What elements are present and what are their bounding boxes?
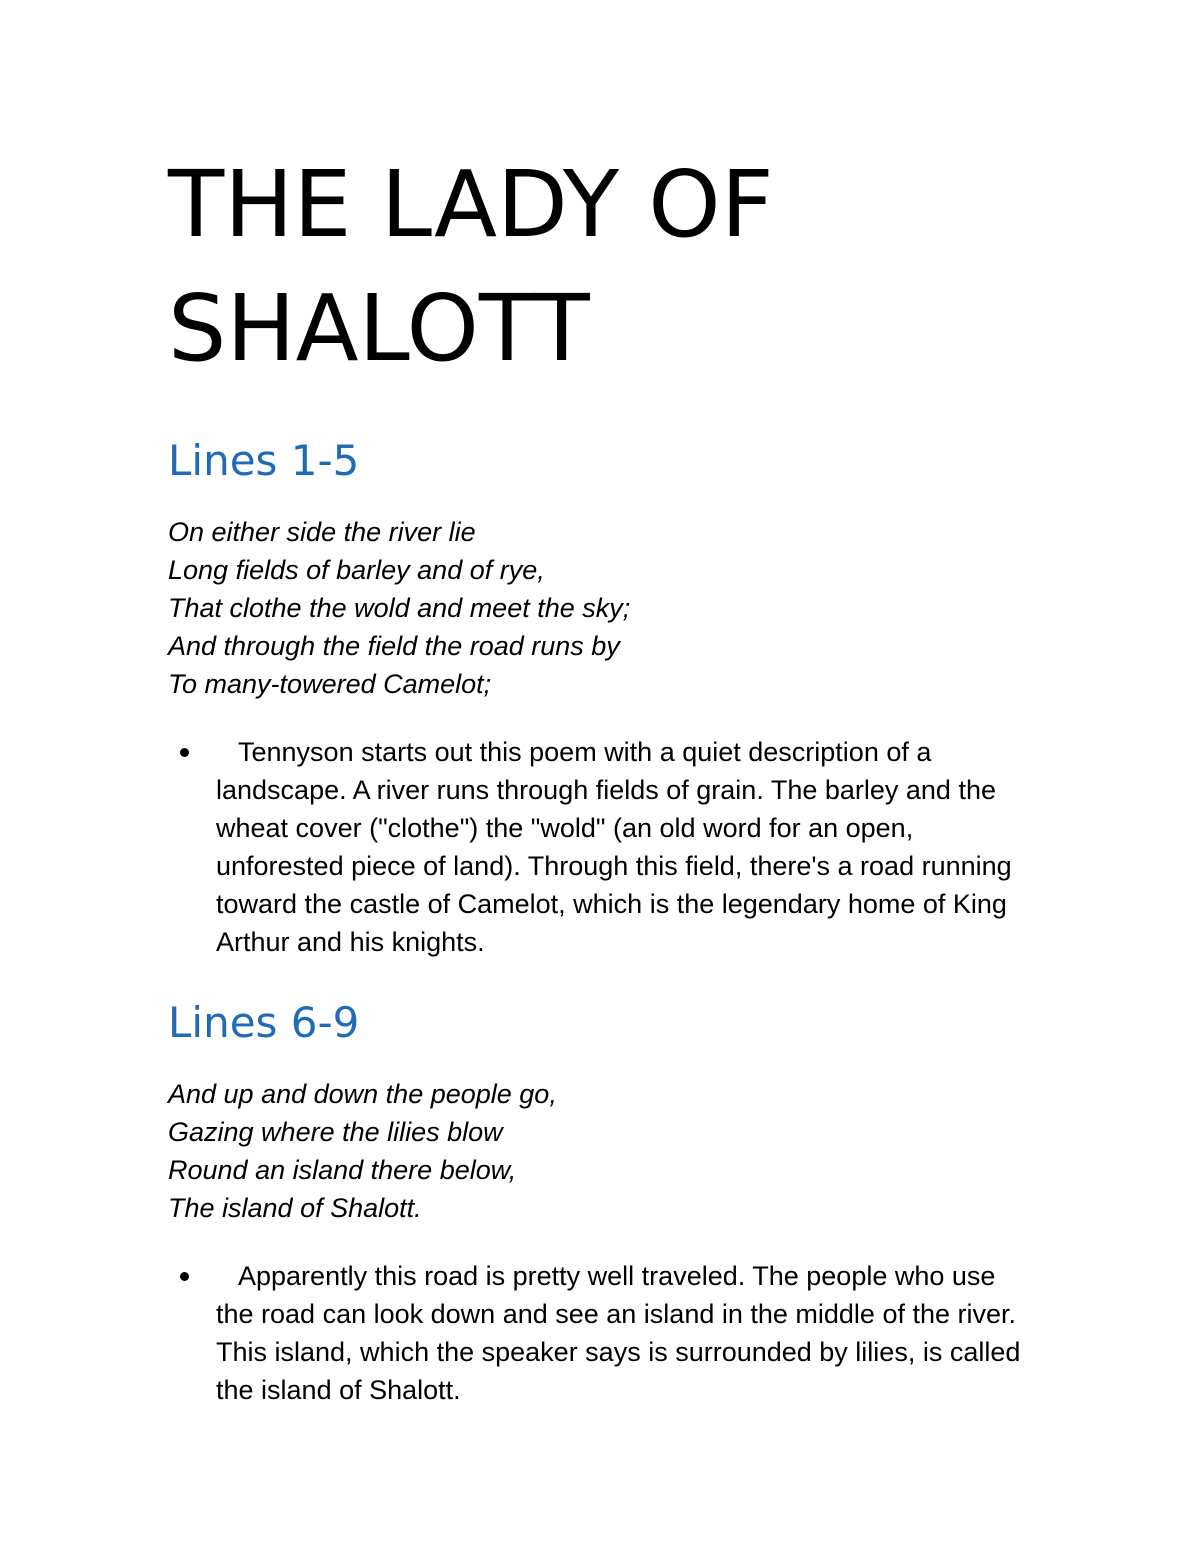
- poem-line: The island of Shalott.: [168, 1193, 422, 1223]
- commentary-text: Apparently this road is pretty well traveled. The people who use the road can look down and see an island in the middle of the river. This island, which the speaker says is surrounded by lilies, is called the island of Shalott.: [216, 1261, 1021, 1405]
- commentary-item: [168, 733, 1026, 961]
- poem-excerpt-lines-1-5: [168, 513, 1048, 703]
- commentary-item: [168, 1257, 1026, 1409]
- commentary-list-lines-1-5: [168, 733, 1048, 961]
- poem-line: Gazing where the lilies blow: [168, 1117, 503, 1147]
- commentary-list-lines-6-9: [168, 1257, 1048, 1409]
- poem-line: On either side the river lie: [168, 517, 476, 547]
- poem-line: That clothe the wold and meet the sky;: [168, 593, 631, 623]
- poem-line: Round an island there below,: [168, 1155, 517, 1185]
- section-heading-lines-1-5: Lines 1-5: [168, 436, 360, 485]
- commentary-text: Tennyson starts out this poem with a quiet description of a landscape. A river runs through fields of grain. The barley and the wheat cover ("clothe") the "wold" (an old word for an open, unforested piece of land). Through this field, there's a road running toward the castle of Camelot, which is the legendary home of King Arthur and his knights.: [216, 737, 1012, 957]
- poem-line: And through the field the road runs by: [168, 631, 620, 661]
- poem-excerpt-lines-6-9: [168, 1075, 1048, 1227]
- document-title-line-2: SHALOTT: [168, 275, 590, 382]
- bullet-icon: [180, 748, 189, 757]
- document-title: [168, 143, 1048, 391]
- poem-line: And up and down the people go,: [168, 1079, 557, 1109]
- bullet-icon: [180, 1272, 189, 1281]
- poem-line: Long fields of barley and of rye,: [168, 555, 545, 585]
- document-body: [168, 143, 1048, 1409]
- document-title-line-1: THE LADY OF: [168, 151, 774, 258]
- poem-line: To many-towered Camelot;: [168, 669, 492, 699]
- section-heading-lines-6-9: Lines 6-9: [168, 998, 360, 1047]
